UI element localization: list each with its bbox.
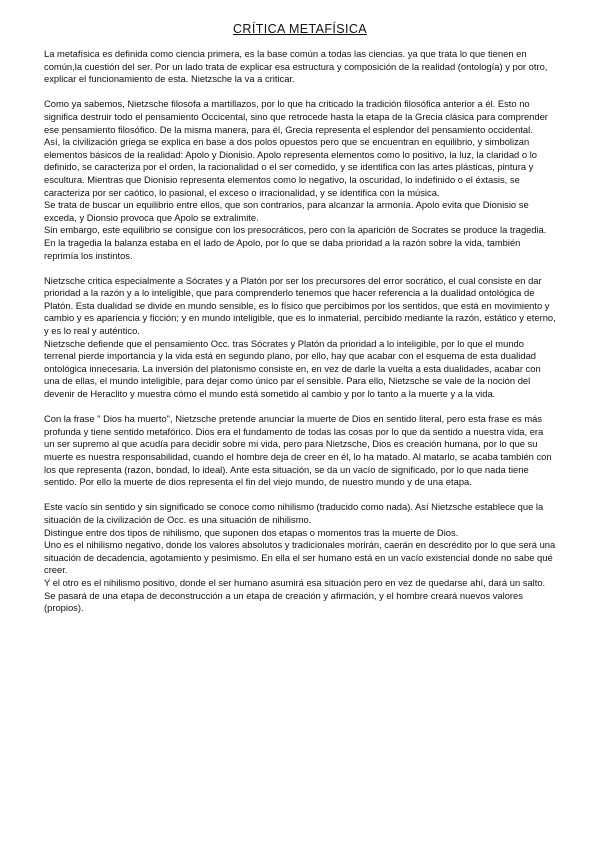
paragraph-tipos-nihilismo: Distingue entre dos tipos de nihilismo, que suponen dos etapas o momentos tras la muerte de Dios.	[44, 526, 459, 538]
paragraph-socrates-platon: Nietzsche critica especialmente a Sócrates y a Platón por ser los precursores del error socrático, el cual consiste en dar prioridad a la razón y a lo inteligible, que para comprenderlo tenemos que hacer referencia a la dualidad ontológica de Platón. Esta dualidad se divide en mundo sensible, es lo físico que percibimos por los sentidos, que está en movimiento y cambio y es apariencia y ficción; y en mundo inteligible, que es lo inmaterial, percibido mediante la razón, estático y eterno, y es lo real y auténtico.	[44, 274, 556, 337]
paragraph-gap	[44, 262, 556, 275]
paragraph-dios-ha-muerto: Con la frase " Dios ha muerto", Nietzsche pretende anunciar la muerte de Dios en sentido literal, pero esta frase es más profunda y tiene sentido metafórico. Dios era el fundamento de todas las cosas por lo que da sentido a nuestra vida, era un ser supremo al que acudía para decidir sobre mi vida, pero para Nietzsche, Dios es creación humana, por lo que su muerte es nuestra responsabilidad, cuando el hombre deja de creer en él, lo ha matado. Al matarlo, se acaba también con los que representa (razon, bondad, lo ideal). Ante esta situación, se da un vacío de significado, por lo que nada tiene sentido. Por ello la muerte de dios representa el fin del viejo mundo, de nuestro mundo y de una etapa.	[44, 413, 552, 488]
paragraph-nihilismo-negativo: Uno es el nihilismo negativo, donde los valores absolutos y tradicionales morirán, caerán en descrédito por lo que será una situación de decadencia, agotamiento y pesimismo. En ella el ser humano está en un vacío existencial donde no sabe qué creer.	[44, 539, 556, 576]
paragraph-martillazos: Como ya sabemos, Nietzsche filosofa a martillazos, por lo que ha criticado la tradición filosófica anterior a él. Esto no significa destruir todo el pensamiento Occicental, sino que retrocede hasta la etapa de la Grecia clásica para comprender ese pensamiento filosófico. De la misma manera, para él, Grecia representa el esplendor del pensamiento occidental.	[44, 98, 548, 135]
paragraph-gap	[44, 489, 556, 502]
paragraph-inversion-platonismo: Nietzsche defiende que el pensamiento Occ. tras Sócrates y Platón da prioridad a lo inteligible, por lo que el mundo terrenal pierde importancia y la vida está en segundo plano, por ello, hay que acabar con el esquema de esta dualidad ontológica innecesaria. La inversión del platonismo consiste en, en vez de darle la vuelta a esta dualidades, acabar con una de ellas, el mundo inteligible, para dejar como único par el sensible. Para ello, Nietzsche se vale de la noción del devenir de Heraclito y muestra cómo el mundo está sometido al cambio y por lo tanto a la muerte y a la vida.	[44, 337, 541, 400]
paragraph-equilibrio: Se trata de buscar un equilibrio entre ellos, que son contrarios, para alcanzar la armonía. Apolo evita que Dionisio se exceda, y Dionsio provoca que Apolo se extralimite.	[44, 199, 529, 223]
paragraph-apolo-dionisio: Así, la civilización griega se explica en base a dos polos opuestos pero que se encuentran en equilibrio, y simbolizan elementos básicos de la realidad: Apolo y Dionisio. Apolo representa elementos como lo positivo, la luz, la claridad o lo definido, se caracteriza por el orden, la racionalidad o el ser comedido, y se identifica con las artes plásticas, pintura y escultura. Mientras que Dionisio representa elementos como lo negativo, la oscuridad, lo indefinido o el éxtasis, se caracteriza por ser caótico, lo pasional, el exceso o irracionalidad, y se identifica con la música.	[44, 136, 537, 198]
paragraph-metafisica-definicion: La metafísica es definida como ciencia primera, es la base común a todas las ciencias. ya que trata lo que tienen en común,la cuestión del ser. Por un lado trata de explicar esa estructura y composición de la realidad (ontología) y por otro, explicar el funcionamiento de esta. Nietzsche la va a criticar.	[44, 48, 548, 85]
paragraph-nihilismo-positivo: Y el otro es el nihilismo positivo, donde el ser humano asumirá esa situación pero en vez de quedarse ahí, dará un salto. Se pasará de una etapa de deconstrucción a un etapa de creación y afirmación, y el hombre creará nuevos valores (propios).	[44, 576, 546, 614]
paragraph-gap	[44, 401, 556, 414]
paragraph-gap	[44, 86, 556, 99]
paragraph-nihilismo: Este vacío sin sentido y sin significado se conoce como nihilismo (traducido como nada). Así Nietzsche establece que la situación de la civilización de Occ. es una situación de nihilismo.	[44, 501, 544, 525]
page-title: CRÍTICA METAFÍSICA	[232, 22, 368, 36]
paragraph-tragedia: Sin embargo, este equilibrio se consigue con los presocráticos, pero con la aparición de Socrates se produce la tragedia. En la tragedia la balanza estaba en el lado de Apolo, por lo que se daba prioridad a la razón sobre la vida, también reprimía los instintos.	[44, 224, 547, 261]
